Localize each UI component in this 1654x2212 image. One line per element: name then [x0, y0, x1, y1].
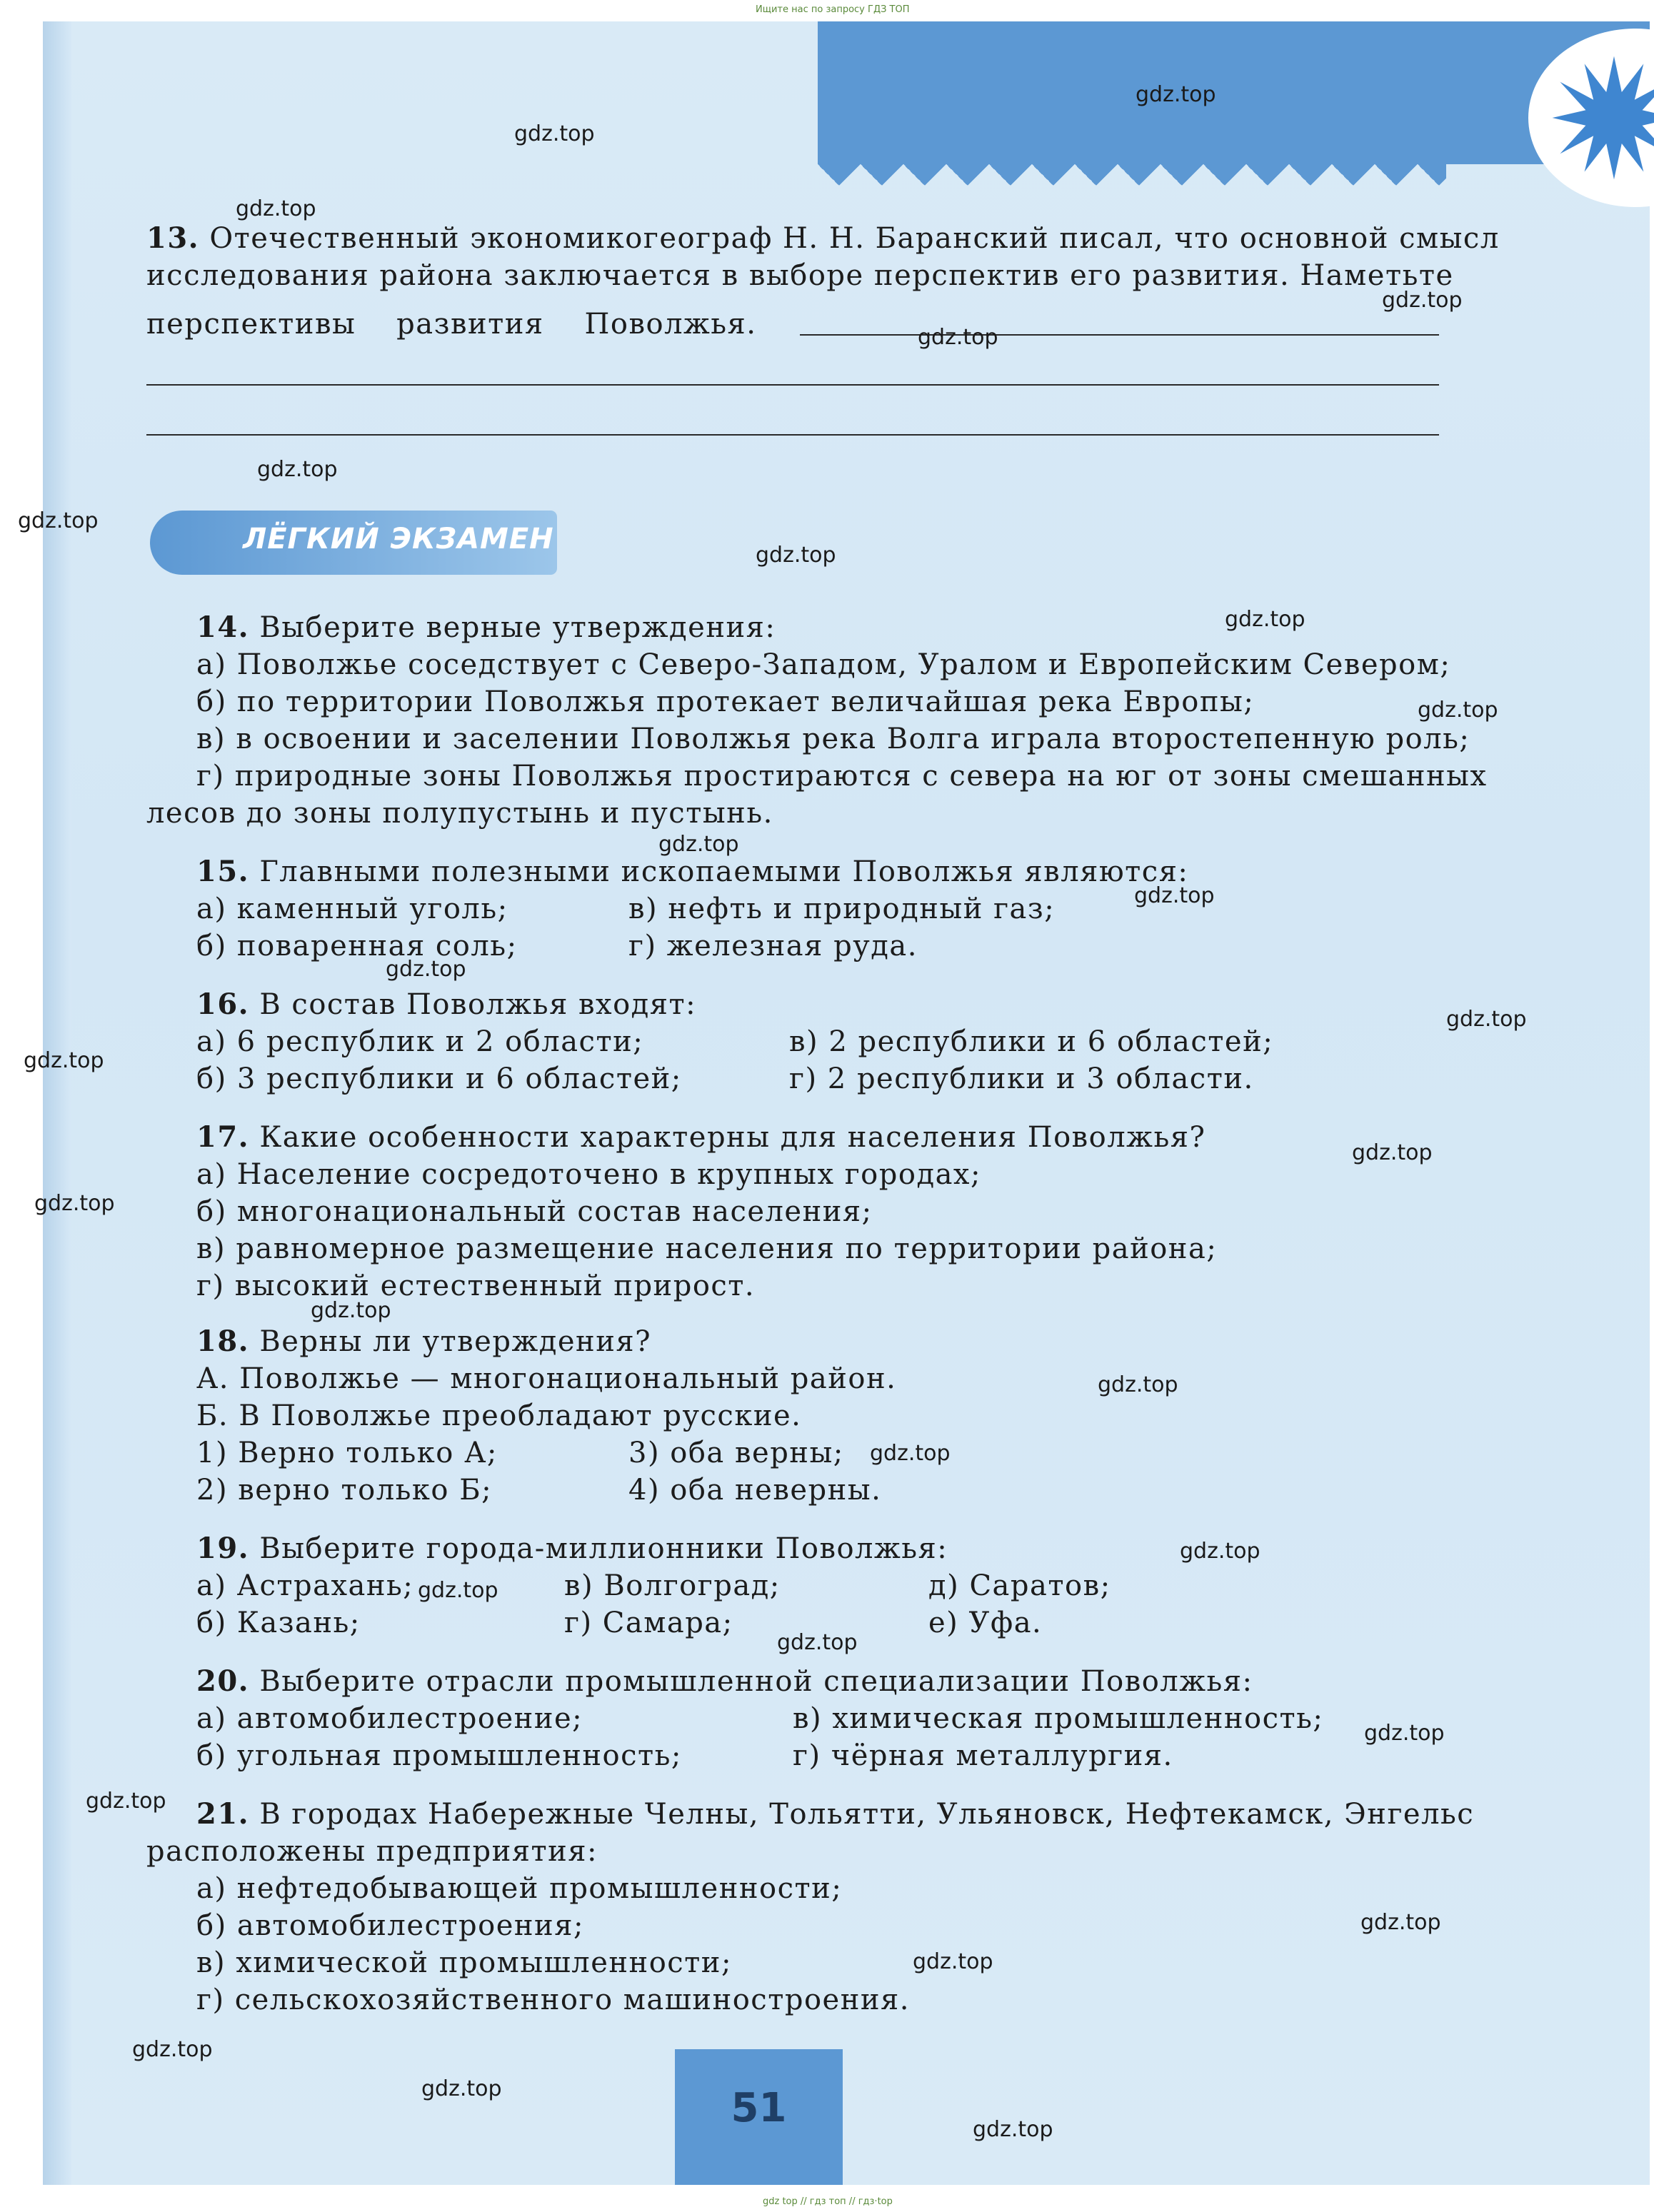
- watermark: gdz.top: [386, 957, 466, 982]
- footer-note: gdz top // гдз топ // гдз·top: [763, 2196, 893, 2207]
- q16-prompt: [196, 987, 696, 1022]
- q19-prompt: [196, 1532, 948, 1566]
- q18-number: 18.: [196, 1324, 250, 1358]
- q14-prompt: [196, 610, 776, 645]
- q21-text: В городах Набережные Челны, Тольятти, Ульяновск, Нефтекамск, Энгельс: [259, 1798, 1475, 1831]
- q19-option-d[interactable]: г) Самара;: [564, 1607, 733, 1639]
- q19-number: 19.: [196, 1532, 250, 1565]
- watermark: gdz.top: [1352, 1140, 1433, 1165]
- watermark: gdz.top: [777, 1630, 858, 1655]
- watermark: gdz.top: [311, 1298, 391, 1323]
- watermark: gdz.top: [236, 196, 316, 221]
- q13-text: Отечественный экономикогеограф Н. Н. Баранский писал, что основной смысл: [209, 222, 1500, 255]
- q17-prompt: [196, 1120, 1206, 1155]
- q17-option-b[interactable]: б) многонациональный состав населения;: [196, 1195, 873, 1228]
- q14-option-a[interactable]: а) Поволжье соседствует с Северо-Западом, Уралом и Европейским Севером;: [196, 648, 1451, 681]
- q14-number: 14.: [196, 610, 250, 644]
- watermark: gdz.top: [1180, 1539, 1260, 1564]
- q21-option-c[interactable]: в) химической промышленности;: [196, 1946, 732, 1979]
- q13-line2: исследования района заключается в выборе перспектив его развития. Наметьте: [146, 259, 1454, 292]
- q21-number: 21.: [196, 1797, 250, 1831]
- top-banner: [818, 21, 1650, 164]
- q18-option-1[interactable]: 1) Верно только А;: [196, 1437, 498, 1469]
- watermark: gdz.top: [1134, 883, 1215, 908]
- q15-text: Главными полезными ископаемыми Поволжья являются:: [259, 855, 1189, 888]
- watermark: gdz.top: [1418, 698, 1498, 723]
- watermark: gdz.top: [973, 2117, 1053, 2142]
- q14-option-b[interactable]: б) по территории Поволжья протекает величайшая река Европы;: [196, 685, 1255, 718]
- watermark: gdz.top: [1225, 607, 1305, 632]
- watermark: gdz.top: [18, 508, 99, 533]
- q14-option-d[interactable]: г) природные зоны Поволжья простираются с севера на юг от зоны смешанных: [196, 760, 1488, 793]
- q18-option-3[interactable]: 3) оба верны;: [628, 1437, 844, 1469]
- q17-option-a[interactable]: а) Население сосредоточено в крупных городах;: [196, 1158, 981, 1191]
- q14-option-c[interactable]: в) в освоении и заселении Поволжья река Волга играла второстепенную роль;: [196, 723, 1470, 755]
- q21-option-b[interactable]: б) автомобилестроения;: [196, 1909, 584, 1942]
- watermark: gdz.top: [756, 543, 836, 568]
- watermark: gdz.top: [34, 1191, 115, 1216]
- q15-option-a[interactable]: а) каменный уголь;: [196, 893, 508, 925]
- watermark: gdz.top: [514, 121, 595, 146]
- q13-number: 13.: [146, 221, 200, 255]
- q17-text: Какие особенности характерны для населения Поволжья?: [259, 1121, 1206, 1154]
- q19-option-e[interactable]: д) Саратов;: [928, 1569, 1111, 1602]
- q19-option-c[interactable]: в) Волгоград;: [564, 1569, 781, 1602]
- watermark: gdz.top: [421, 2076, 502, 2101]
- q17-option-c[interactable]: в) равномерное размещение населения по территории района;: [196, 1232, 1218, 1265]
- q17-number: 17.: [196, 1120, 250, 1154]
- q20-number: 20.: [196, 1664, 250, 1698]
- banner-zigzag: [818, 164, 1446, 186]
- q20-option-d[interactable]: г) чёрная металлургия.: [793, 1739, 1173, 1772]
- q15-option-d[interactable]: г) железная руда.: [628, 930, 918, 962]
- page-edge: [43, 21, 71, 2185]
- q20-option-a[interactable]: а) автомобилестроение;: [196, 1702, 583, 1735]
- q18-statement-a: А. Поволжье — многонациональный район.: [196, 1362, 897, 1395]
- q16-option-b[interactable]: б) 3 республики и 6 областей;: [196, 1062, 682, 1095]
- q13-answer-line-2[interactable]: [146, 384, 1439, 386]
- q21-option-d[interactable]: г) сельскохозяйственного машиностроения.: [196, 1984, 910, 2016]
- watermark: gdz.top: [1382, 288, 1463, 313]
- q16-number: 16.: [196, 987, 250, 1021]
- watermark: gdz.top: [1446, 1007, 1527, 1032]
- watermark: gdz.top: [24, 1048, 104, 1073]
- q19-option-a[interactable]: а) Астрахань;: [196, 1569, 414, 1602]
- watermark: gdz.top: [658, 832, 739, 857]
- q18-option-2[interactable]: 2) верно только Б;: [196, 1474, 493, 1507]
- q21-option-a[interactable]: а) нефтедобывающей промышленности;: [196, 1872, 843, 1905]
- q19-option-b[interactable]: б) Казань;: [196, 1607, 361, 1639]
- q14-text: Выберите верные утверждения:: [259, 611, 776, 644]
- watermark: gdz.top: [1360, 1910, 1441, 1935]
- q18-option-4[interactable]: 4) оба неверны.: [628, 1474, 882, 1507]
- q21-prompt-cont: расположены предприятия:: [146, 1835, 598, 1868]
- q18-prompt: [196, 1324, 651, 1359]
- q15-prompt: [196, 855, 1188, 889]
- q16-option-a[interactable]: а) 6 республик и 2 области;: [196, 1025, 644, 1058]
- q20-option-c[interactable]: в) химическая промышленность;: [793, 1702, 1324, 1735]
- q13-line3: перспективы развития Поволжья.: [146, 308, 757, 341]
- watermark: gdz.top: [1364, 1721, 1445, 1746]
- watermark: gdz.top: [1136, 82, 1216, 107]
- q20-prompt: [196, 1664, 1253, 1699]
- q19-text: Выберите города-миллионники Поволжья:: [259, 1532, 948, 1565]
- watermark: gdz.top: [132, 2037, 213, 2062]
- q20-option-b[interactable]: б) угольная промышленность;: [196, 1739, 682, 1772]
- star-icon: [1550, 54, 1654, 182]
- watermark: gdz.top: [1098, 1372, 1178, 1397]
- watermark: gdz.top: [918, 325, 998, 350]
- q16-option-c[interactable]: в) 2 республики и 6 областей;: [789, 1025, 1274, 1058]
- q13-answer-line-3[interactable]: [146, 434, 1439, 436]
- q13-answer-line-1[interactable]: [800, 334, 1439, 336]
- q21-prompt: [196, 1797, 1474, 1831]
- q14-option-d-cont: лесов до зоны полупустынь и пустынь.: [146, 797, 773, 830]
- q18-text: Верны ли утверждения?: [259, 1325, 652, 1358]
- q16-text: В состав Поволжья входят:: [259, 988, 697, 1021]
- q15-option-c[interactable]: в) нефть и природный газ;: [628, 893, 1056, 925]
- q18-statement-b: Б. В Поволжье преобладают русские.: [196, 1399, 802, 1432]
- q15-number: 15.: [196, 855, 250, 888]
- header-note: Ищите нас по запросу ГДЗ ТОП: [756, 4, 910, 15]
- watermark: gdz.top: [418, 1578, 498, 1603]
- q13-line1: [146, 221, 1500, 256]
- q15-option-b[interactable]: б) поваренная соль;: [196, 930, 518, 962]
- page-number: 51: [731, 2085, 787, 2131]
- watermark: gdz.top: [86, 1789, 166, 1814]
- q20-text: Выберите отрасли промышленной специализации Поволжья:: [259, 1665, 1253, 1698]
- q19-option-f[interactable]: е) Уфа.: [928, 1607, 1043, 1639]
- watermark: gdz.top: [257, 457, 338, 482]
- section-title: ЛЁГКИЙ ЭКЗАМЕН: [243, 523, 554, 555]
- q17-option-d[interactable]: г) высокий естественный прирост.: [196, 1270, 756, 1302]
- watermark: gdz.top: [913, 1949, 993, 1974]
- watermark: gdz.top: [870, 1441, 951, 1466]
- q16-option-d[interactable]: г) 2 республики и 3 области.: [789, 1062, 1254, 1095]
